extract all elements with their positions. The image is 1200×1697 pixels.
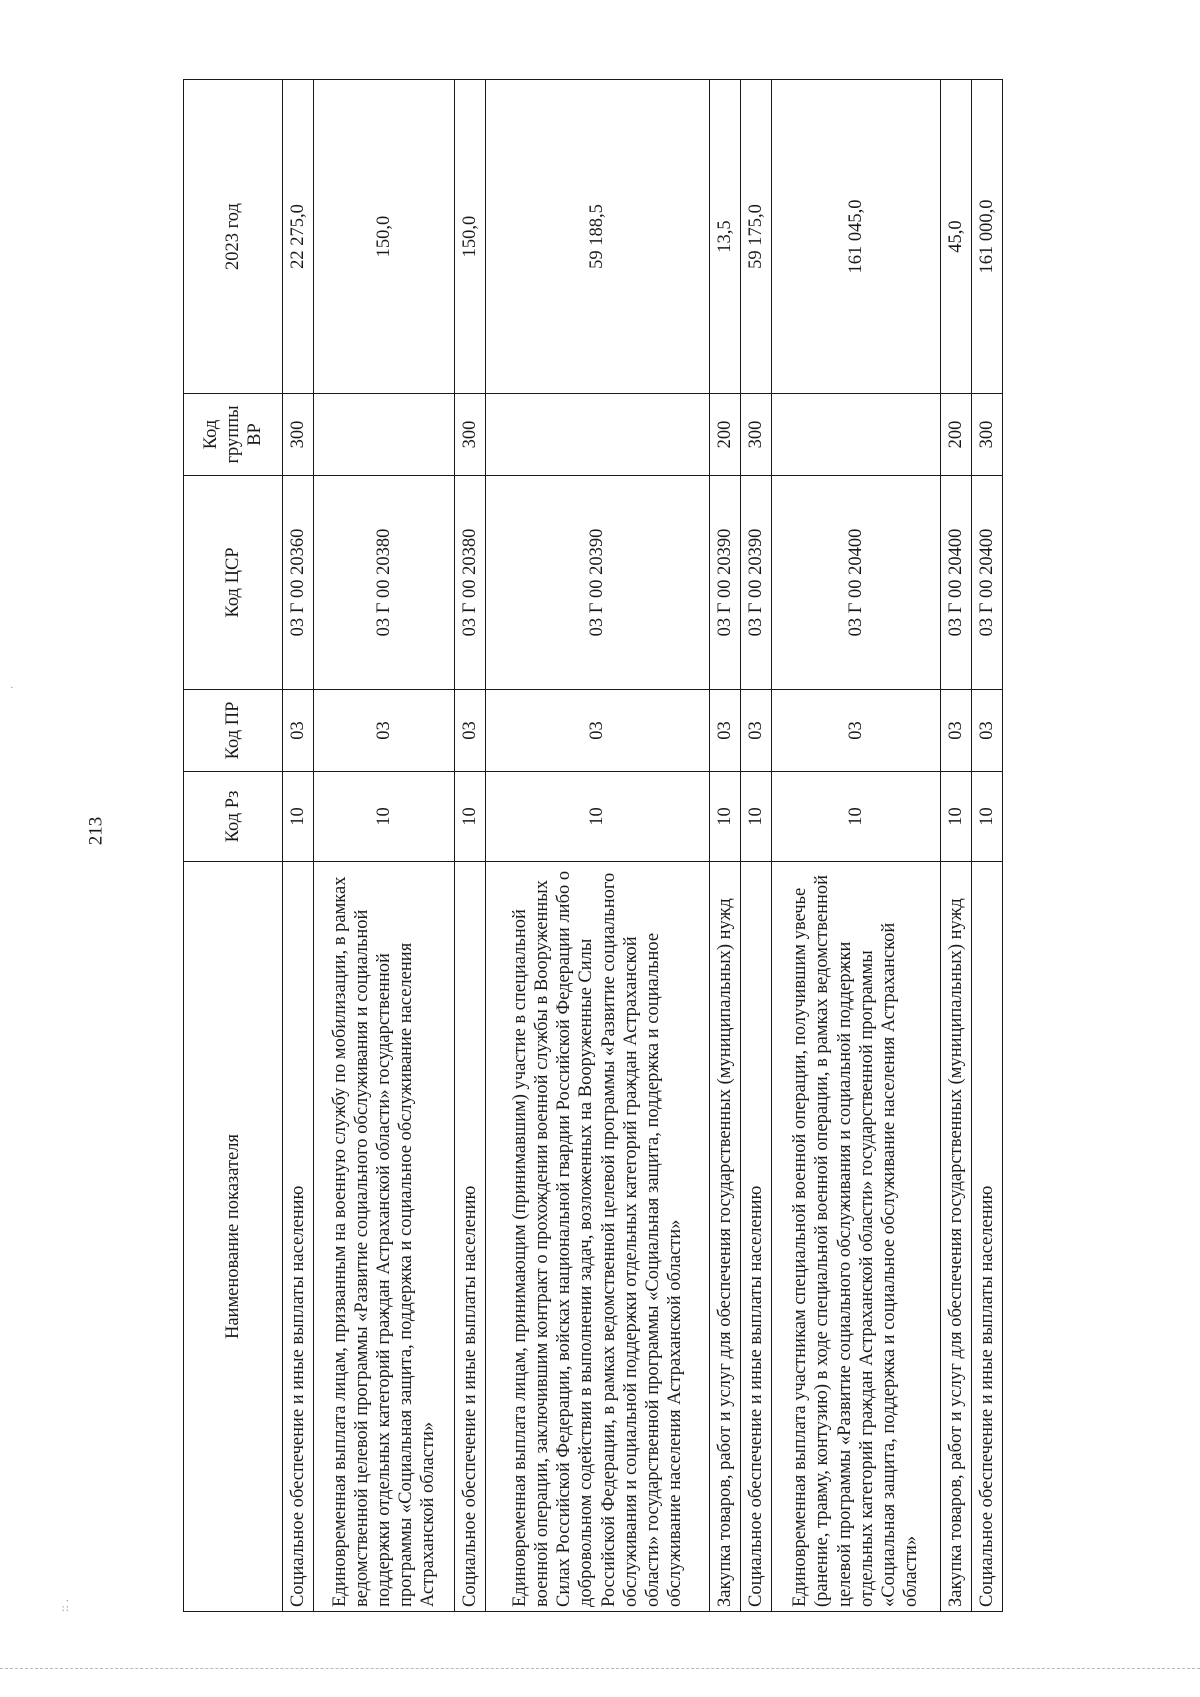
header-amount: 2023 год	[184, 80, 283, 394]
row-amount: 150,0	[455, 80, 486, 394]
row-pr: 03	[455, 690, 486, 772]
row-pr: 03	[314, 690, 455, 772]
table-row	[971, 80, 1002, 1612]
row-csr: 03 Г 00 20360	[283, 476, 314, 690]
header-name: Наименование показателя	[184, 862, 283, 1612]
table-row	[455, 80, 486, 1612]
row-rz: 10	[486, 772, 709, 862]
budget-table-container	[183, 80, 1003, 1612]
header-csr: Код ЦСР	[184, 476, 283, 690]
row-name: Закупка товаров, работ и услуг для обеспечения государственных (муниципальных) нужд	[940, 862, 971, 1612]
row-csr: 03 Г 00 20390	[740, 476, 771, 690]
row-pr: 03	[772, 690, 940, 772]
row-name: Социальное обеспечение и иные выплаты населению	[283, 862, 314, 1612]
row-rz: 10	[740, 772, 771, 862]
table-row	[314, 80, 455, 1612]
row-vr: 200	[709, 394, 740, 476]
row-pr: 03	[971, 690, 1002, 772]
row-pr: 03	[283, 690, 314, 772]
table-row	[283, 80, 314, 1612]
row-vr: 300	[971, 394, 1002, 476]
row-rz: 10	[940, 772, 971, 862]
row-rz: 10	[971, 772, 1002, 862]
header-rz: Код Рз	[184, 772, 283, 862]
row-amount: 59 175,0	[740, 80, 771, 394]
row-name: Единовременная выплата лицам, принимающим (принимавшим) участие в специальной военной операции, заключившим контракт о прохождении военной службы в Вооруженных Силах Российской Федерации, войсках национальной гвардии Российской Федерации либо о добровольном содействии в выполнении задач, возложенных на Вооруженные Силы Российской Федерации, в рамках ведомственной целевой программы «Развитие социального обслуживания и социальной поддержки отдельных категорий граждан Астраханской области» государственной программы «Социальная защита, поддержка и социальное обслуживание населения Астраханской области»	[486, 862, 709, 1612]
scan-edge-line	[0, 1668, 1200, 1669]
row-rz: 10	[709, 772, 740, 862]
row-amount: 13,5	[709, 80, 740, 394]
row-vr	[486, 394, 709, 476]
row-csr: 03 Г 00 20400	[772, 476, 940, 690]
row-vr	[314, 394, 455, 476]
row-rz: 10	[772, 772, 940, 862]
row-name: Закупка товаров, работ и услуг для обеспечения государственных (муниципальных) нужд	[709, 862, 740, 1612]
row-amount: 59 188,5	[486, 80, 709, 394]
row-pr: 03	[486, 690, 709, 772]
table-header-row	[184, 80, 283, 1612]
row-csr: 03 Г 00 20390	[709, 476, 740, 690]
row-csr: 03 Г 00 20400	[940, 476, 971, 690]
row-amount: 161 045,0	[772, 80, 940, 394]
table-row	[486, 80, 709, 1612]
row-amount: 150,0	[314, 80, 455, 394]
row-name: Социальное обеспечение и иные выплаты населению	[971, 862, 1002, 1612]
page-number: 213	[85, 816, 107, 846]
row-pr: 03	[740, 690, 771, 772]
row-csr: 03 Г 00 20390	[486, 476, 709, 690]
row-vr: 200	[940, 394, 971, 476]
row-vr: 300	[283, 394, 314, 476]
row-pr: 03	[709, 690, 740, 772]
row-amount: 22 275,0	[283, 80, 314, 394]
row-rz: 10	[283, 772, 314, 862]
row-vr: 300	[455, 394, 486, 476]
table-row	[772, 80, 940, 1612]
row-vr: 300	[740, 394, 771, 476]
row-name: Единовременная выплата лицам, призванным на военную службу по мобилизации, в рамках ведомственной целевой программы «Развитие социального обслуживания и социальной поддержки отдельных категорий граждан Астраханской области» государственной программы «Социальная защита, поддержка и социальное обслуживание населения Астраханской области»	[314, 862, 455, 1612]
row-name: Социальное обеспечение и иные выплаты населению	[455, 862, 486, 1612]
row-csr: 03 Г 00 20400	[971, 476, 1002, 690]
header-pr: Код ПР	[184, 690, 283, 772]
row-rz: 10	[314, 772, 455, 862]
table-row	[940, 80, 971, 1612]
row-rz: 10	[455, 772, 486, 862]
row-csr: 03 Г 00 20380	[314, 476, 455, 690]
table-row	[709, 80, 740, 1612]
header-vr: Код группы ВР	[184, 394, 283, 476]
table-row	[740, 80, 771, 1612]
scan-artifact: :: .	[56, 1599, 71, 1612]
row-csr: 03 Г 00 20380	[455, 476, 486, 690]
row-vr	[772, 394, 940, 476]
row-name: Социальное обеспечение и иные выплаты населению	[740, 862, 771, 1612]
row-amount: 45,0	[940, 80, 971, 394]
budget-table	[183, 79, 1003, 1612]
row-amount: 161 000,0	[971, 80, 1002, 394]
row-name: Единовременная выплата участникам специальной военной операции, получившим увечье (ранение, травму, контузию) в ходе специальной военной операции, в рамках ведомственной целевой программы «Развитие социального обслуживания и социальной поддержки отдельных категорий граждан Астраханской области» государственной программы «Социальная защита, поддержка и социальное обслуживание населения Астраханской области»	[772, 862, 940, 1612]
scan-artifact: ·	[4, 685, 19, 690]
row-pr: 03	[940, 690, 971, 772]
